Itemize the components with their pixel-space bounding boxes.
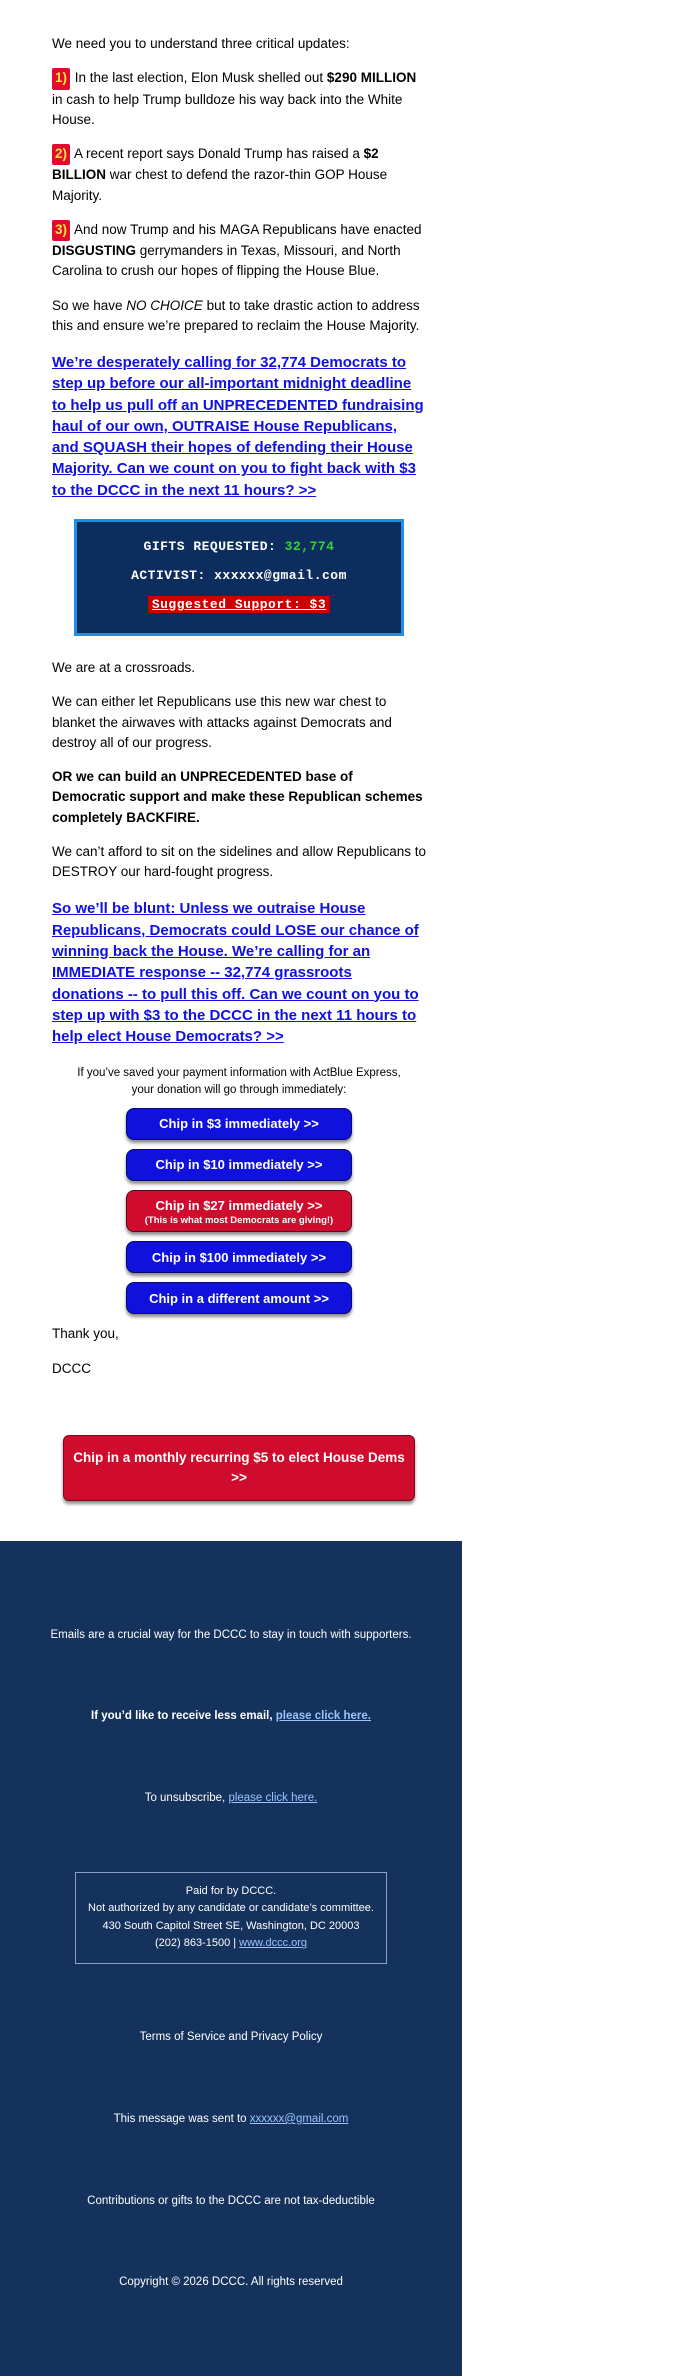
actblue-note-line-1: If you’ve saved your payment information with ActBlue Express, [77,1067,401,1080]
no-choice-post: but to take drastic action to address this and ensure we’re prepared to reclaim the House Majority. [52,297,420,333]
actblue-note-line-2: your donation will go through immediately: [131,1083,347,1096]
sidelines-paragraph: We can’t afford to sit on the sidelines and allow Republicans to DESTROY our hard-fought progress. [52,843,426,880]
unsubscribe-text: To unsubscribe, [144,1791,229,1804]
chip-in-3-label: Chip in $3 immediately >> [159,1115,319,1131]
recipient-email-link[interactable]: xxxxxx@gmail.com [249,2112,349,2125]
activist-email: xxxxxx@gmail.com [214,568,347,584]
number-badge-1: 1) [52,68,70,89]
no-choice-italic: NO CHOICE [126,297,203,313]
tax-deductible-line: Contributions or gifts to the DCCC are not tax-deductible [87,2194,375,2207]
phone-site-line [88,1935,374,1953]
update-paragraph-1 [52,68,426,130]
update-2-text: A recent report says Donald Trump has raised a [71,146,364,161]
or-paragraph [52,767,426,828]
intro-paragraph: We need you to understand three critical updates: [52,36,350,51]
gifts-requested-line [77,540,401,554]
not-authorized-line: Not authorized by any candidate or candidate’s committee. [88,1902,374,1915]
donation-button-stack [52,1108,426,1315]
paid-for-line: Paid for by DCCC. [185,1884,277,1897]
update-1-text: In the last election, Elon Musk shelled out [71,70,327,86]
no-choice-paragraph [52,296,426,337]
number-badge-2: 2) [52,144,70,165]
suggested-support-link[interactable]: Suggested Support: $3 [148,596,330,613]
update-paragraph-3 [52,220,426,282]
update-3-text: And now Trump and his MAGA Republicans have enacted [71,221,422,237]
footer-unsubscribe-line [145,1790,318,1807]
donation-status-box [74,519,404,636]
chip-in-100-label: Chip in $100 immediately >> [151,1249,327,1265]
chip-in-100-button[interactable] [126,1241,352,1273]
chip-in-custom-amount-button[interactable] [126,1282,352,1314]
activist-label: ACTIVIST: [131,568,206,584]
monthly-recurring-button[interactable]: Chip in a monthly recurring $5 to elect House Dems >> [63,1435,415,1502]
sent-to-text: This message was sent to [113,2112,250,2125]
update-3-bold-word: DISGUSTING [52,243,137,258]
gifts-requested-value: 32,774 [284,539,335,555]
donate-appeal-link-2[interactable]: So we’ll be blunt: Unless we outraise House Republicans, Democrats could LOSE our chance of winning back the House. We’re calling for an IMMEDIATE response -- 32,774 grassroots donations -- to pull this off. Can we count on you to step up with $3 to the DCCC in the next 11 hours to help elect House Democrats? >> [52,900,419,1046]
footer-supporters-line: Emails are a crucial way for the DCCC to stay in touch with supporters. [50,1628,412,1641]
copyright-line: Copyright © 2026 DCCC. All rights reserved [119,2276,343,2289]
update-2-bold-amount: $2 BILLION [52,146,379,183]
update-paragraph-2 [52,144,426,206]
update-3-text-end: gerrymanders in Texas, Missouri, and North Carolina to crush our hopes of flipping the House Blue. [52,243,401,279]
terms-privacy-line[interactable]: Terms of Service and Privacy Policy [139,2031,323,2044]
crossroads-paragraph: We are at a crossroads. [52,660,196,676]
phone-number: (202) 863-1500 | [154,1937,240,1950]
address-line: 430 South Capitol Street SE, Washington, DC 20003 [102,1919,360,1932]
or-paragraph-bold: OR we can build an UNPRECEDENTED base of Democratic support and make these Republican schemes completely BACKFIRE. [52,769,423,825]
thank-you-line: Thank you, [52,1326,119,1342]
actblue-express-note [52,1065,426,1097]
update-1-bold-amount: $290 MILLION [326,70,417,86]
chip-in-27-button[interactable] [126,1190,352,1233]
donate-appeal-link-1[interactable]: We’re desperately calling for 32,774 Democrats to step up before our all-important midnight deadline to help us pull off an UNPRECEDENTED fundraising haul of our own, OUTRAISE House Republicans, and SQUASH their hopes of defending their House Majority. Can we count on you to fight back with $3 to the DCCC in the next 11 hours? >> [52,354,424,499]
less-email-text: If you’d like to receive less email, [91,1710,276,1723]
chip-in-27-subtext: (This is what most Democrats are giving!) [144,1215,334,1227]
paid-for-disclaimer-box [75,1872,387,1964]
signature-line: DCCC [52,1360,91,1376]
email-content [0,0,462,1541]
dccc-website-link[interactable]: www.dccc.org [239,1937,308,1950]
less-email-link[interactable]: please click here. [275,1710,371,1723]
chip-in-10-label: Chip in $10 immediately >> [155,1156,323,1172]
chip-in-3-button[interactable] [126,1108,352,1140]
update-2-text-end: war chest to defend the razor-thin GOP House Majority. [52,167,388,203]
number-badge-3: 3) [52,220,70,241]
gifts-requested-label: GIFTS REQUESTED: [143,539,277,555]
chip-in-custom-label: Chip in a different amount >> [149,1290,329,1306]
update-1-text-end: in cash to help Trump bulldoze his way back into the White House. [52,91,403,127]
no-choice-pre: So we have [52,297,127,313]
either-paragraph: We can either let Republicans use this new war chest to blanket the airwaves with attacks against Democrats and destroy all of our progress. [52,694,392,750]
unsubscribe-link[interactable]: please click here. [228,1791,318,1804]
chip-in-10-button[interactable] [126,1149,352,1181]
chip-in-27-label: Chip in $27 immediately >> [155,1197,323,1213]
activist-line [77,569,401,583]
email-footer [0,1541,462,2376]
suggested-support-line [77,598,401,612]
footer-less-email-line [91,1708,371,1725]
sent-to-line [114,2111,349,2128]
